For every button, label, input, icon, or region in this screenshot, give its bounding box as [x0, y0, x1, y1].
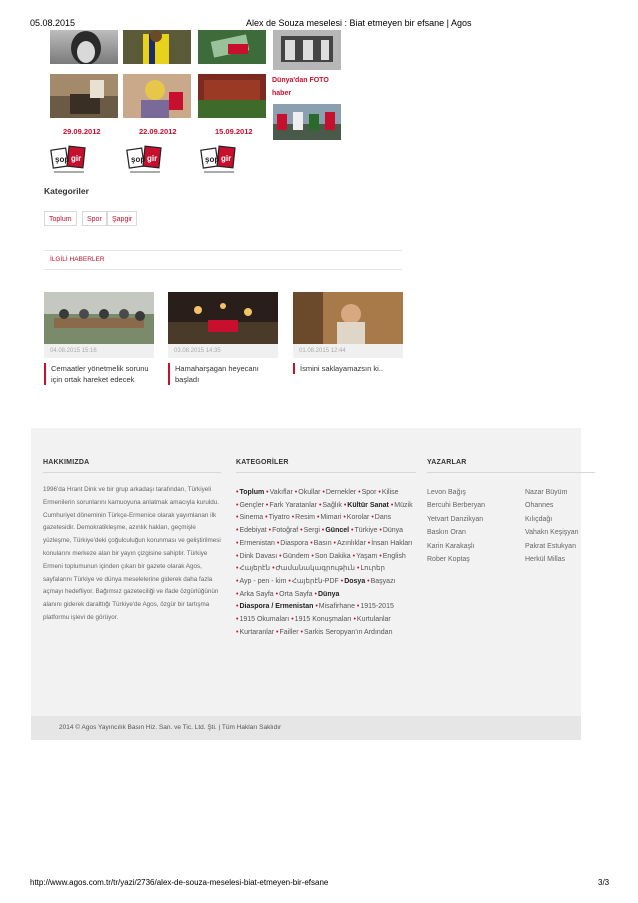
bullet-icon: • — [288, 577, 291, 585]
bullet-icon: • — [310, 539, 313, 547]
category-label: English — [382, 552, 406, 560]
category-label: Misafirhane — [318, 603, 355, 611]
author-link[interactable]: Karin Karakaşlı — [427, 542, 475, 550]
divider — [43, 472, 221, 473]
category-label: Vakıflar — [269, 489, 293, 496]
news-image[interactable] — [44, 292, 154, 344]
about-text: 1996'da Hrant Dink ve bir grup arkadaşı tarafından, Türkiyeli Ermenilerin sorunlarını kamuoyuna anlatmak amacıyla kuruldu. Cumhuriyet döneminin Türkçe-Ermenice olarak yayımlanan ilk gazetesidir. Demokratikleşme, azınlık hakları, geçmişle yüzleşme, Türkiye'deki çoğulculuğun korunması ve geliştirilmesi konularını merkeze alan bir yayın çizgisine sahiptir. Türkiye Ermeni toplumunun içinden çıkan bir gazete olarak Agos, sayfalarını Türkiye ve dünya meselelerine giderek daha fazla açmayı hedefliyor. Bağımsız gazeteciliği ve ifade özgürlüğünün alanını giderek daralttığı Türkiye'de Agos, özgür bir tartışma platformu işlevi de görüyor. — [43, 486, 221, 621]
gallery-photo[interactable] — [273, 30, 341, 70]
category-label: Edebiyat — [239, 527, 267, 535]
category-link[interactable] — [357, 603, 394, 610]
svg-text:şop: şop — [131, 155, 146, 164]
sopgir-logo[interactable] — [126, 143, 166, 177]
author-link[interactable]: Bercuhi Berberyan — [427, 502, 485, 510]
bullet-icon: • — [352, 552, 356, 560]
bullet-icon: • — [272, 565, 275, 573]
bullet-icon: • — [367, 539, 371, 547]
gallery-date: 29.09.2012 — [63, 127, 101, 136]
svg-text:şop: şop — [205, 155, 220, 164]
author-link[interactable]: Rober Koptaş — [427, 556, 470, 564]
bullet-icon: • — [291, 514, 295, 522]
bullet-icon: • — [343, 501, 347, 509]
copyright-bar — [31, 716, 581, 740]
tag-sapgir[interactable]: Şapgir — [107, 211, 137, 226]
bullet-icon: • — [340, 577, 344, 585]
category-link[interactable] — [269, 527, 299, 534]
category-label: Başyazı — [370, 577, 396, 585]
category-link[interactable] — [378, 489, 398, 496]
bullet-icon: • — [371, 514, 374, 522]
author-link[interactable]: Levon Bağış — [427, 489, 466, 496]
category-link[interactable] — [343, 514, 369, 521]
sopgir-logo[interactable] — [50, 143, 90, 177]
category-link[interactable] — [236, 489, 264, 496]
category-label: Ayp - pen - kim — [239, 577, 287, 585]
bullet-icon: • — [266, 489, 269, 496]
category-link[interactable] — [351, 527, 377, 534]
news-title[interactable]: Cemaatler yönetmelik sorunu için ortak hareket edecek — [44, 363, 157, 385]
divider — [427, 472, 595, 473]
category-link[interactable] — [236, 502, 264, 509]
category-link[interactable] — [315, 603, 355, 610]
bullet-icon: • — [268, 527, 272, 535]
category-label: Dünya — [317, 590, 340, 598]
bullet-icon: • — [236, 514, 239, 522]
bullet-icon: • — [294, 489, 298, 496]
bullet-icon: • — [316, 514, 320, 522]
tag-spor[interactable]: Spor — [82, 211, 107, 226]
gallery-photo[interactable] — [50, 30, 118, 64]
category-link[interactable] — [391, 502, 413, 509]
category-label: Ժամանակագրութիւն — [275, 565, 355, 573]
category-link[interactable] — [358, 489, 376, 496]
category-label: 1915-2015 — [360, 603, 394, 611]
category-label: Fotoğraf — [272, 527, 299, 535]
category-label: Diaspora / Ermenistan — [239, 603, 314, 611]
author-link[interactable]: Pakrat Estukyan — [525, 542, 576, 550]
bullet-icon: • — [236, 565, 239, 573]
bullet-icon: • — [351, 527, 354, 535]
about-title: HAKKIMIZDA — [43, 459, 90, 466]
bullet-icon: • — [356, 603, 360, 611]
author-link[interactable]: Vahakn Keşişyan — [525, 529, 579, 537]
category-label: İnsan Hakları — [371, 539, 413, 547]
bullet-icon: • — [379, 552, 382, 560]
category-link[interactable] — [236, 591, 274, 598]
category-link[interactable] — [236, 629, 274, 636]
svg-text:şop: şop — [55, 155, 70, 164]
bullet-icon: • — [276, 539, 280, 547]
authors-column — [525, 486, 581, 566]
category-label: Sağlık — [322, 501, 342, 509]
foto-haber-label[interactable]: Dünya'dan FOTO haber — [272, 77, 329, 97]
bullet-icon: • — [314, 590, 317, 598]
category-label: Sarkis Seropyan'ın Ardından — [303, 628, 393, 636]
category-link[interactable] — [277, 540, 308, 547]
category-link[interactable] — [322, 527, 349, 534]
gallery-date: 15.09.2012 — [215, 127, 253, 136]
category-link[interactable] — [276, 629, 299, 636]
kategoriler-title: Kategoriler — [44, 186, 89, 196]
category-label: Dans — [374, 514, 392, 522]
category-link[interactable] — [265, 514, 290, 521]
news-date: 03.08.2015 14:35 — [168, 344, 278, 358]
bullet-icon: • — [236, 603, 239, 611]
bullet-icon: • — [390, 501, 394, 509]
category-label: Ermenistan — [239, 539, 275, 547]
category-label: Kültür Sanat — [347, 501, 389, 509]
category-label: Gündem — [282, 552, 310, 560]
category-label: Sinema — [239, 514, 264, 522]
category-label: Basın — [313, 539, 332, 547]
divider — [236, 472, 416, 473]
category-label: Mimari — [320, 514, 342, 522]
category-label: Dernekler — [325, 489, 357, 496]
category-label: Resim — [295, 514, 315, 522]
category-label: Spor — [361, 489, 377, 496]
bullet-icon: • — [333, 539, 336, 547]
category-link[interactable] — [236, 616, 289, 623]
category-label: Okullar — [298, 489, 321, 496]
bullet-icon: • — [322, 489, 325, 496]
bullet-icon: • — [321, 527, 325, 535]
category-link[interactable] — [368, 540, 413, 547]
category-link[interactable] — [295, 489, 321, 496]
bullet-icon: • — [356, 565, 360, 573]
bullet-icon: • — [236, 539, 239, 547]
category-label: Sergi — [303, 527, 320, 535]
bullet-icon: • — [318, 501, 322, 509]
tag-toplum[interactable]: Toplum — [44, 211, 77, 226]
category-link[interactable] — [319, 502, 342, 509]
author-link[interactable]: Nazar Büyüm — [525, 489, 568, 496]
category-label: Dünya — [382, 527, 404, 535]
gallery-date: 22.09.2012 — [139, 127, 177, 136]
category-link[interactable] — [310, 540, 331, 547]
authors-title: YAZARLAR — [427, 459, 467, 466]
bullet-icon: • — [265, 501, 269, 509]
related-header — [44, 250, 402, 270]
bullet-icon: • — [367, 577, 370, 585]
bullet-icon: • — [279, 552, 282, 560]
category-link[interactable] — [353, 553, 378, 560]
category-label: Orta Sayfa — [279, 590, 313, 598]
category-label: Fark Yaratanlar — [269, 501, 317, 509]
category-link[interactable] — [236, 527, 267, 534]
category-link[interactable] — [379, 553, 405, 560]
category-link[interactable] — [236, 553, 277, 560]
category-link[interactable] — [301, 629, 393, 636]
category-link[interactable] — [367, 578, 395, 585]
bullet-icon: • — [276, 628, 279, 636]
print-title: Alex de Souza meselesi : Biat etmeyen bir efsane | Agos — [246, 18, 472, 28]
news-date: 04.08.2015 15:16 — [44, 344, 154, 358]
category-label: Müzik — [394, 501, 413, 509]
related-title: İLGİLİ HABERLER — [50, 256, 105, 263]
bullet-icon: • — [315, 603, 318, 611]
category-link[interactable] — [300, 527, 320, 534]
category-label: Failler — [279, 628, 299, 636]
category-label: Diaspora — [280, 539, 309, 547]
category-link[interactable] — [236, 578, 286, 585]
gallery-photo[interactable] — [123, 74, 191, 118]
bullet-icon: • — [236, 501, 239, 509]
bullet-icon: • — [343, 514, 346, 522]
category-label: Kurtaranlar — [239, 628, 275, 636]
category-label: Güncel — [325, 527, 350, 535]
bullet-icon: • — [353, 616, 356, 624]
bullet-icon: • — [300, 527, 303, 535]
copyright-text: 2014 © Agos Yayıncılık Basın Hiz. San. ve Tic. Ltd. Şti. | Tüm Hakları Saklıdır — [59, 724, 282, 731]
category-link[interactable] — [334, 540, 366, 547]
category-label: Լուրեր — [360, 565, 385, 573]
category-link[interactable] — [266, 489, 293, 496]
bullet-icon: • — [265, 514, 268, 522]
category-link[interactable] — [236, 540, 275, 547]
category-link[interactable] — [292, 514, 315, 521]
svg-text:gir: gir — [147, 154, 158, 163]
print-url: http://www.agos.com.tr/tr/yazi/2736/alex-de-souza-meselesi-biat-etmeyen-bir-efsane — [30, 878, 329, 887]
svg-text:gir: gir — [221, 154, 232, 163]
author-link[interactable]: Ohannes Kılıçdağı — [525, 502, 554, 523]
gallery-photo[interactable] — [273, 104, 341, 140]
bullet-icon: • — [311, 552, 314, 560]
authors-column — [427, 486, 485, 566]
category-link[interactable] — [311, 553, 350, 560]
category-link[interactable] — [272, 565, 355, 572]
news-title[interactable]: İsmini saklayamazsın ki.. — [293, 363, 408, 374]
category-link[interactable] — [266, 502, 317, 509]
category-link[interactable] — [315, 591, 340, 598]
bullet-icon: • — [275, 590, 279, 598]
category-link[interactable] — [276, 591, 313, 598]
category-link[interactable] — [236, 514, 263, 521]
news-title[interactable]: Hamaharşagan heyecanı başladı — [168, 363, 285, 385]
bullet-icon: • — [236, 616, 239, 624]
print-page-number: 3/3 — [598, 878, 610, 887]
category-label: Yaşam — [356, 552, 378, 560]
bullet-icon: • — [236, 489, 239, 496]
category-label: Dink Davası — [239, 552, 278, 560]
gallery-photo[interactable] — [198, 74, 266, 118]
category-label: Azınlıklar — [337, 539, 366, 547]
bullet-icon: • — [379, 527, 382, 535]
news-image[interactable] — [293, 292, 403, 344]
category-label: Tiyatro — [268, 514, 290, 522]
bullet-icon: • — [378, 489, 381, 496]
category-link[interactable] — [317, 514, 341, 521]
category-label: 1915 Okumaları — [239, 616, 290, 624]
category-link[interactable] — [353, 616, 390, 623]
gallery-photo[interactable] — [123, 30, 191, 64]
bullet-icon: • — [291, 616, 294, 624]
category-label: Հայերէն-PDF — [291, 577, 339, 585]
news-image[interactable] — [168, 292, 278, 344]
bullet-icon: • — [236, 527, 239, 535]
category-link[interactable] — [341, 578, 365, 585]
author-link[interactable]: Herkül Millas — [525, 556, 566, 564]
bullet-icon: • — [236, 590, 239, 598]
category-link[interactable] — [279, 553, 309, 560]
gallery-photo[interactable] — [50, 74, 118, 118]
categories-title: KATEGORİLER — [236, 459, 289, 466]
category-label: Kurtulanlar — [356, 616, 391, 624]
category-link[interactable] — [236, 565, 270, 572]
category-link[interactable] — [379, 527, 403, 534]
category-label: Arka Sayfa — [239, 590, 274, 598]
category-link[interactable] — [344, 502, 389, 509]
category-label: Korolar — [346, 514, 370, 522]
category-label: Toplum — [239, 489, 265, 496]
category-label: 1915 Konuşmaları — [294, 616, 352, 624]
category-label: Son Dakika — [314, 552, 351, 560]
news-date: 01.08.2015 12:44 — [293, 344, 403, 358]
bullet-icon: • — [236, 552, 239, 560]
category-link[interactable] — [288, 578, 338, 585]
bullet-icon: • — [236, 577, 239, 585]
category-link[interactable] — [371, 514, 391, 521]
category-label: Türkiye — [354, 527, 378, 535]
category-label: Gençler — [239, 501, 264, 509]
site-footer — [31, 428, 581, 740]
sopgir-logo[interactable] — [200, 143, 240, 177]
print-date: 05.08.2015 — [30, 18, 76, 28]
category-link[interactable] — [357, 565, 385, 572]
author-link[interactable]: Yetvart Danzikyan — [427, 515, 484, 523]
bullet-icon: • — [236, 628, 239, 636]
gallery-photo[interactable] — [198, 30, 266, 64]
author-link[interactable]: Baskın Oran — [427, 529, 466, 537]
category-label: Հայերէն — [239, 565, 271, 573]
category-link[interactable] — [236, 603, 313, 610]
category-label: Kilise — [381, 489, 399, 496]
svg-text:gir: gir — [71, 154, 82, 163]
category-label: Dosya — [344, 577, 366, 585]
category-list — [236, 487, 416, 639]
category-link[interactable] — [291, 616, 351, 623]
bullet-icon: • — [358, 489, 361, 496]
category-link[interactable] — [322, 489, 356, 496]
bullet-icon: • — [300, 628, 303, 636]
